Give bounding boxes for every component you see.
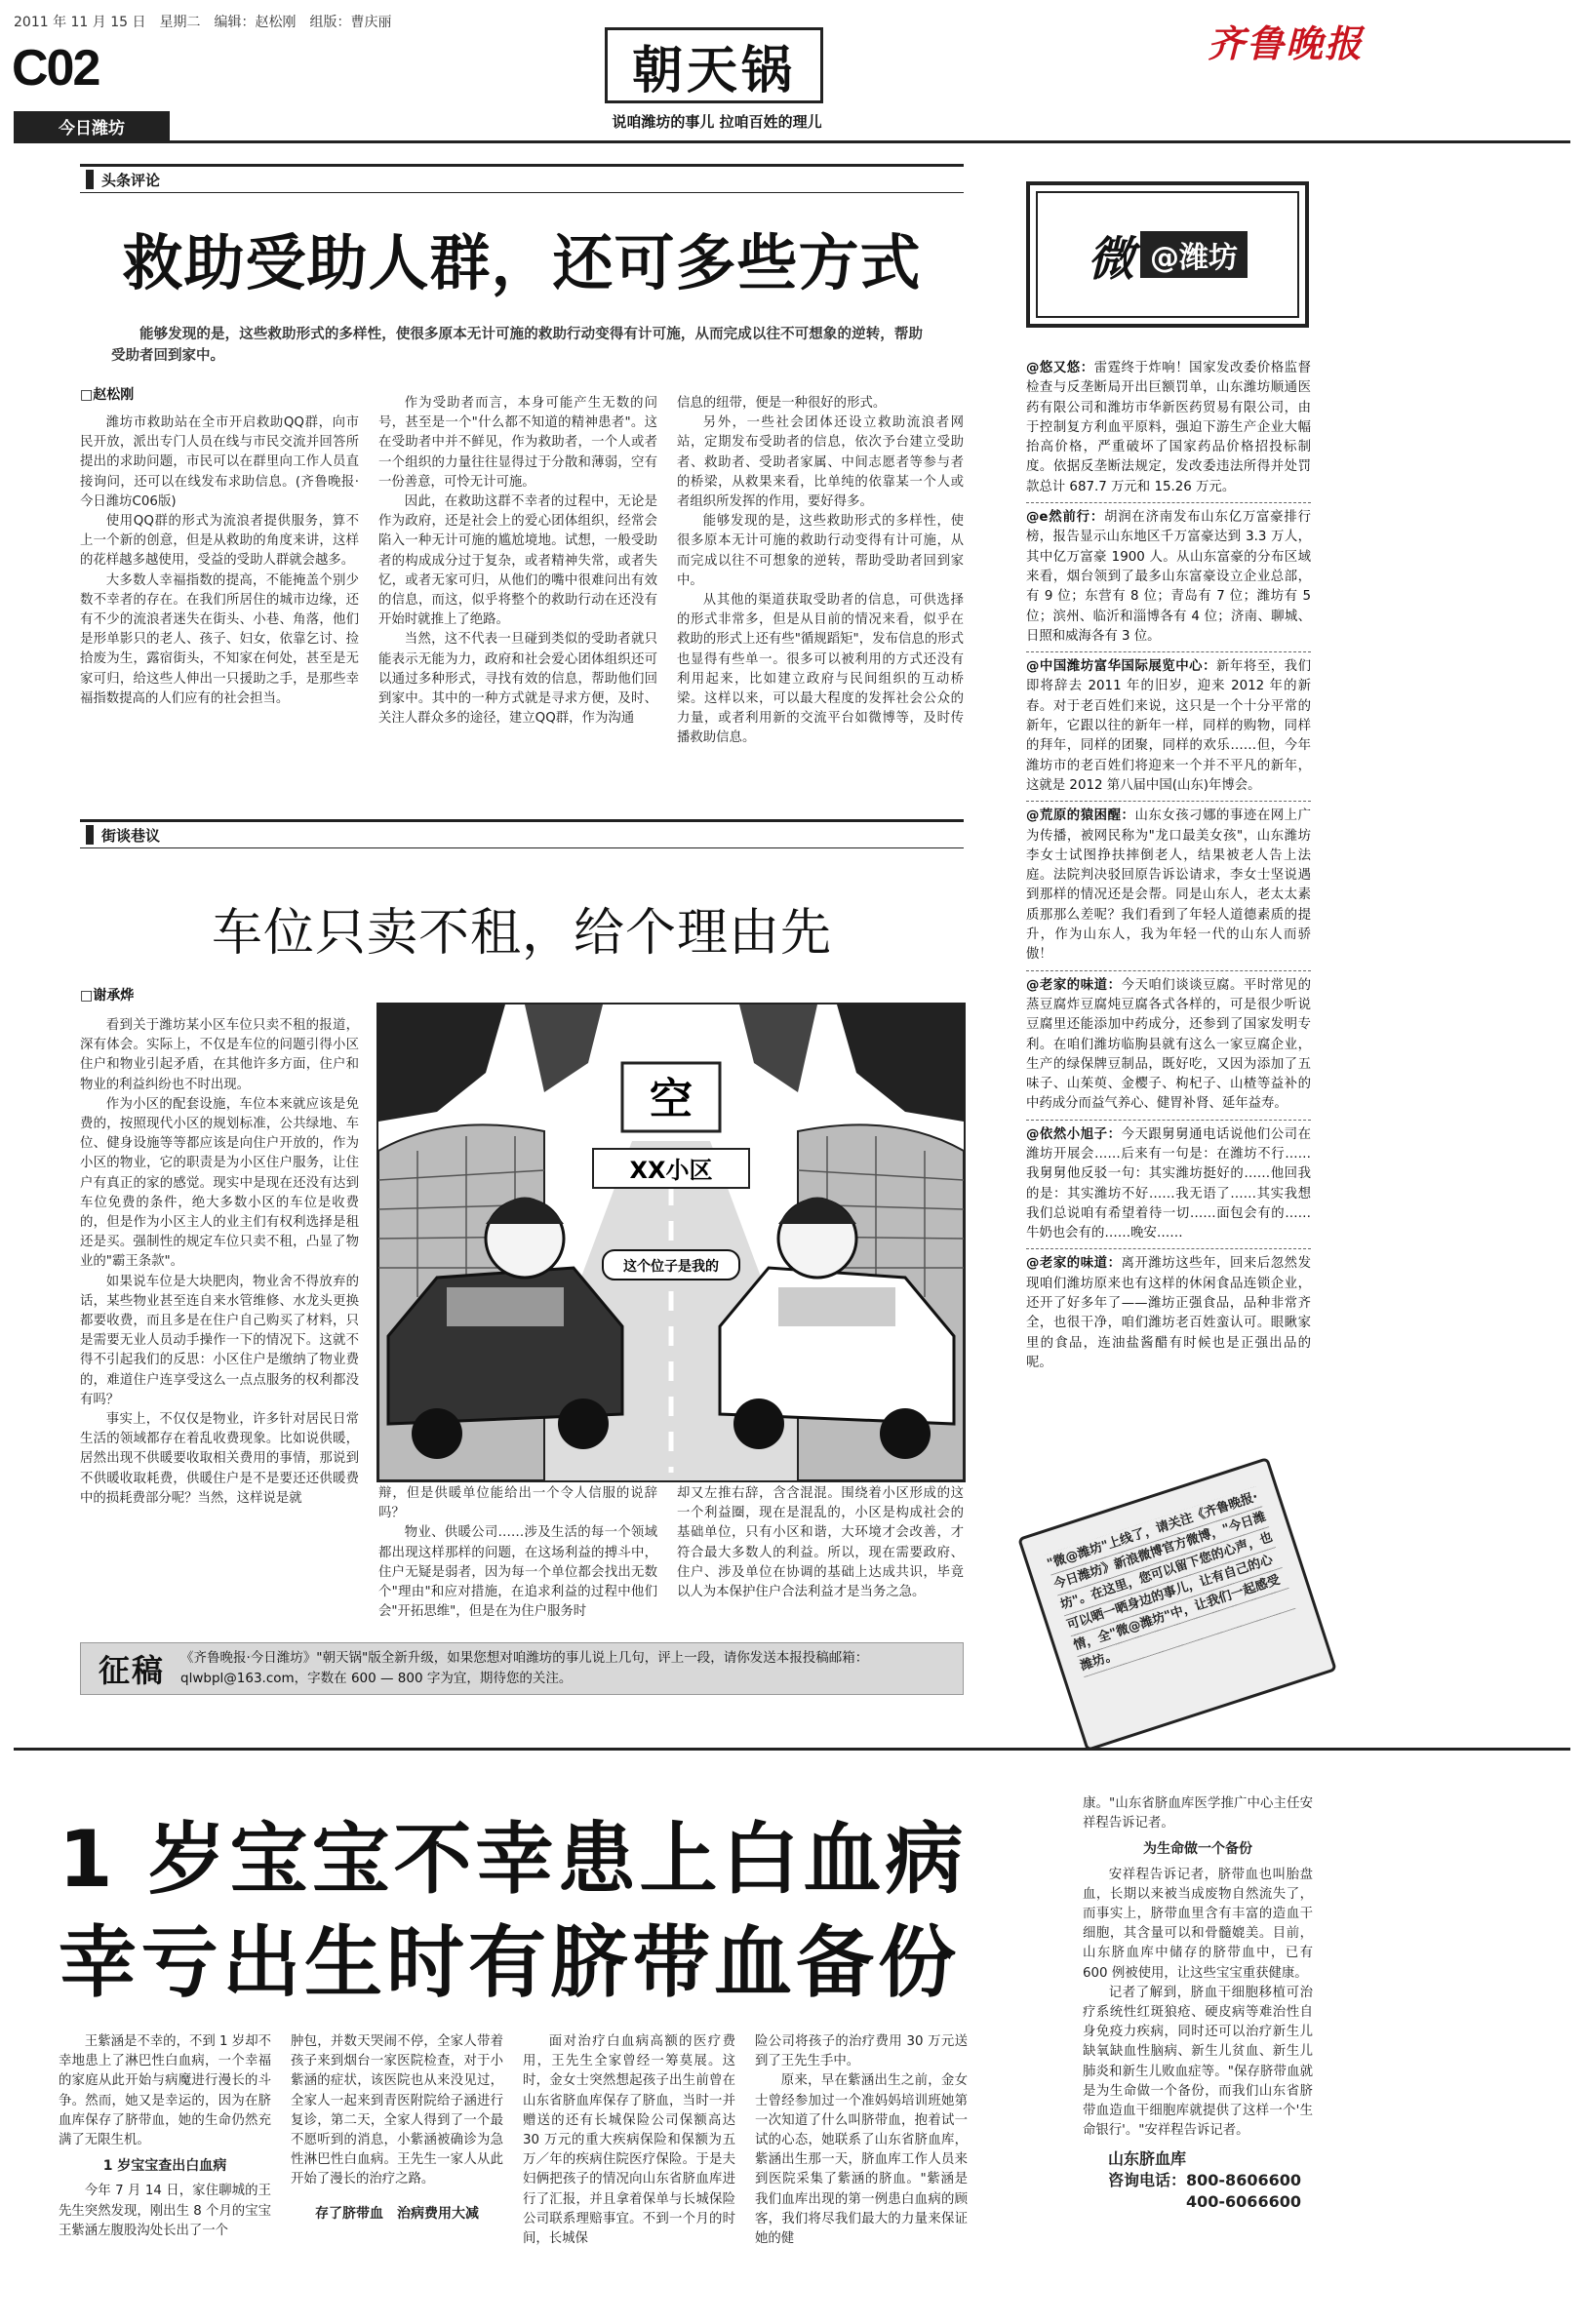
weibo-user: @悠又悠： [1026, 361, 1094, 375]
weibo-user: @荒原的猿困醒： [1026, 808, 1135, 824]
notebook-text: "微@潍坊"上线了，请关注《齐鲁晚报·今日潍坊》新浪微博官方微博，"今日潍坊"。在这里，您可以留下您的心声，也可以晒一晒身边的事儿，让有自己的心情，全"微@潍坊"中，让我们一起感受潍坊。 [1045, 1486, 1296, 1677]
paragraph: 从其他的渠道获取受助者的信息，可供选择的形式非常多，但是从目前的情况来看，似乎在救助的形式上还有些"循规蹈矩"，发布信息的形式也显得有些单一。很多可以被利用的方式还没有利用起来，比如建立政府与民间组织的互动桥梁。这样以来，可以最大程度的发挥社会公众的力量，或者利用新的交流平台如微博等，及时传播救助信息。 [677, 593, 964, 746]
lead-col-2 [378, 394, 657, 729]
lead-author: □赵松刚 [80, 387, 135, 403]
weibo-user: @依然小旭子： [1026, 1126, 1122, 1142]
weibo-badge [1026, 181, 1309, 328]
paper-logo: 齐鲁晚报 [1208, 22, 1365, 65]
divider [1026, 651, 1311, 652]
paragraph: 辩，但是供暖单位能给出一个令人信服的说辞吗？ [378, 1486, 657, 1521]
divider [1026, 970, 1311, 971]
street-col-1 [80, 1016, 359, 1509]
bottom-col-3 [523, 2032, 735, 2249]
masthead-box [605, 27, 823, 103]
bottom-subhead-1: 1 岁宝宝查出白血病 [102, 2158, 227, 2175]
paragraph: 另外，一些社会团体还设立救助流浪者网站，定期发布受助者的信息，依次予台建立受助者、救助者、受助者家属、中间志愿者等参与者的桥梁，从救果来看，比单纯的依靠某一个人或者组织所发挥的作用，要好得多。 [677, 415, 964, 510]
notebook-card [1017, 1457, 1337, 1752]
paragraph: 记者了解到，脐血干细胞移植可治疗系统性红斑狼疮、硬皮病等难治性自身免疫力疾病，同时还可以治疗新生儿缺氧缺血性脑病、新生儿贫血、新生儿肺炎和新生儿败血症等。"保存脐带血就是为生命做一个备份，而我们山东省脐带血造血干细胞库就提供了这样一个'生命银行'。"安祥程告诉记者。 [1083, 1985, 1313, 2139]
weibo-post [1026, 508, 1311, 647]
paragraph: 物业、供暖公司……涉及生活的每一个领域都出现这样那样的问题，在这场利益的搏斗中，住户无疑是弱者，因为每一个单位都会找出无数个"理由"和应对措施，在追求利益的过程中他们会"开拓思维"，但是在为住户服务时 [378, 1525, 657, 1620]
bottom-col-2 [291, 2032, 503, 2224]
cartoon-illustration [376, 1003, 966, 1482]
paragraph: 康。"山东省脐血库医学推广中心主任安祥程告诉记者。 [1083, 1796, 1313, 1832]
weibo-post [1026, 359, 1311, 497]
contact-org: 山东脐血库 [1108, 2149, 1187, 2169]
paragraph: 作为小区的配套设施，车位本来就应该是免费的，按照现代小区的规划标准，公共绿地、车位、健身设施等等都应该是向住户开放的，作为小区的物业，它的职责是为小区住户服务，让住户有真正的家的感觉。现实中是现在还没有达到车位免费的条件，绝大多数小区的车位是收费的，但是作为小区主人的业主们有权利选择是租还是买。强制性的规定车位只卖不租，凸显了物业的"霸王条款"。 [80, 1096, 359, 1270]
bottom-subhead-3: 为生命做一个备份 [1143, 1841, 1252, 1858]
masthead-title: 朝天锅 [631, 40, 796, 100]
weibo-feed [1026, 359, 1311, 1373]
cartoon-community-text: XX小区 [629, 1157, 713, 1184]
paragraph: 原来，早在紫涵出生之前，金女士曾经参加过一个准妈妈培训班她第一次知道了什么叫脐带血，抱着试一试的心态，她联系了山东省脐血库，紫涵出生那一天，脐血库工作人员来到医院采集了紫涵的脐血。"紫涵是我们血库出现的第一例患白血病的顾客，我们将尽我们最大的力量来保证她的健 [755, 2073, 968, 2247]
paragraph: 如果说车位是大块肥肉，物业舍不得放弃的话，某些物业甚至连自来水管维修、水龙头更换都要收费，而且多是在住户自己购买了材料，只是需要无业人员动手操作一下的情况下。这就不得不引起我们的反思：小区住户是缴纳了物业费的，难道住户连享受这么一点点服务的权利都没有吗？ [80, 1274, 359, 1407]
paragraph: 潍坊市救助站在全市开启救助QQ群，向市民开放，派出专门人员在线与市民交流并回答所提出的求助问题，市民可以在群里向工作人员直接询问，还可以在线发布求助信息。(齐鲁晚报·今日潍坊C06版) [80, 415, 359, 509]
street-author: □谢承烨 [80, 988, 135, 1004]
weibo-user: @老家的味道： [1026, 1256, 1122, 1272]
paragraph: 信息的纽带，便是一种很好的形式。 [677, 396, 887, 411]
divider [1026, 502, 1311, 503]
page-number: C02 [12, 40, 99, 97]
bottom-headline-2: 幸亏出生时有脐带血备份 [59, 1917, 960, 2008]
bottom-col-1 [59, 2032, 271, 2241]
tag-marker [86, 170, 94, 189]
cartoon-svg [378, 1004, 964, 1480]
weibo-user: @e然前行： [1026, 510, 1105, 526]
divider [1026, 1248, 1311, 1249]
cartoon-speech-text: 这个位子是我的 [623, 1259, 719, 1275]
street-column-label: 街谈巷议 [101, 826, 161, 845]
paragraph: 面对治疗白血病高额的医疗费用，王先生全家曾经一筹莫展。这时，金女士突然想起孩子出生前曾在山东省脐血库保存了脐血，当时一并赠送的还有长城保险公司保额高达 30 万元的重大疾病保险和保额为五万／年的疾病住院医疗保险。于是夫妇俩把孩子的情况向山东省脐血库进行了汇报，并且拿着保单与长城保险公司联系理赔事宜。不到一个月的时间，长城保 [523, 2034, 735, 2247]
contact-phone-2: 400-6066600 [1186, 2192, 1301, 2212]
divider [1026, 1120, 1311, 1121]
weibo-text: 离开潍坊这些年，回来后忽然发现咱们潍坊原来也有这样的休闲食品连锁企业，还开了好多年了——潍坊正强食品，品种非常齐全，也很干净，咱们潍坊老百姓蛮认可。眼瞅家里的食品，连油盐酱醋有时候也是正强出品的呢。 [1026, 1256, 1312, 1370]
contact-phone-row [1108, 2170, 1313, 2191]
call-text: 《齐鲁晚报·今日潍坊》"朝天锅"版全新升级，如果您想对咱潍坊的事儿说上几句，评上一段，请你发送本报投稿邮箱：qlwbpl@163.com，字数在 600 — 800 字为宜，期待您的关注。 [180, 1650, 869, 1686]
lead-headline: 救助受助人群，还可多些方式 [122, 227, 922, 298]
lead-summary: 能够发现的是，这些救助形式的多样性，使很多原本无计可施的救助行动变得有计可施，从而完成以往不可想象的逆转，帮助受助者回到家中。 [111, 327, 923, 364]
weibo-badge-prefix: 微 [1087, 231, 1134, 287]
paragraph: 安祥程告诉记者，脐带血也叫胎盘血，长期以来被当成废物自然流失了，而事实上，脐带血里含有丰富的造血干细胞，其含量可以和骨髓媲美。目前，山东脐血库中储存的脐带血中，已有 600 例被使用，让这些宝宝重获健康。 [1083, 1867, 1313, 1981]
cartoon-sign-text: 空 [650, 1075, 693, 1124]
bottom-col-5 [1083, 1794, 1313, 2213]
section-label: 今日潍坊 [59, 118, 125, 138]
weibo-post [1026, 1125, 1311, 1244]
weibo-text: 新年将至，我们即将辞去 2011 年的旧岁，迎来 2012 年的新春。对于老百姓们来说，这只是一个十分平常的新年，它跟以往的新年一样，同样的购物，同样的拜年，同样的团聚，同样的欢乐……但，今年潍坊市的老百姓们将迎来一个并不平凡的新年，这就是 2012 第八届中国(山东)年博会。 [1026, 659, 1312, 793]
street-headline: 车位只卖不租，给个理由先 [211, 904, 832, 963]
weibo-user: @中国潍坊富华国际展览中心： [1026, 659, 1217, 675]
lead-column-label: 头条评论 [101, 171, 161, 189]
paragraph: 肿包，并数天哭闹不停，全家人带着孩子来到烟台一家医院检查，对于小紫涵的症状，该医院也从来没见过，全家人一起来到青医附院给子涵进行复诊，第二天，全家人得到了一个最不愿听到的消息，小紫涵被确诊为急性淋巴性白血病。王先生一家人从此开始了漫长的治疗之路。 [291, 2034, 503, 2187]
lead-column-tag [80, 170, 160, 190]
bottom-col-4 [755, 2032, 968, 2249]
bottom-rule [14, 1748, 1570, 1751]
lead-section-bar [80, 164, 964, 193]
paragraph: 大多数人幸福指数的提高，不能掩盖个别少数不幸者的存在。在我们所居住的城市边缘，还有不少的流浪者迷失在街头、小巷、角落，他们是形单影只的老人、孩子、妇女，依靠乞讨、捡拾废为生，露宿街头，不知家在何处，甚至是无家可归，给这些人伸出一只援助之手，是那些幸福指数提高的人们应有的社会担当。 [80, 572, 359, 706]
street-col-3 [677, 1484, 964, 1602]
lead-col-3 [677, 394, 964, 749]
date-line: 2011 年 11 月 15 日 星期二 编辑：赵松刚 组版：曹庆丽 [14, 15, 392, 30]
paragraph: 能够发现的是，这些救助形式的多样性，使很多原本无计可施的救助行动变得有计可施，从而完成以往不可想象的逆转，帮助受助者回到家中。 [677, 514, 964, 588]
weibo-post [1026, 1254, 1311, 1373]
street-section-bar [80, 819, 964, 848]
weibo-text: 胡润在济南发布山东亿万富豪排行榜，报告显示山东地区千万富豪达到 3.3 万人，其中亿万富豪 1900 人。从山东富豪的分布区域来看，烟台领到了最多山东富豪设立企业总部，有 9 位；东营有 8 位；青岛有 7 位；潍坊有 5 位；滨州、临沂和淄博各有 4 位；济南、聊城、日照和威海各有 3 位。 [1026, 510, 1311, 644]
paragraph: 王紫涵是不幸的，不到 1 岁却不幸地患上了淋巴性白血病，一个幸福的家庭从此开始与病魔进行漫长的斗争。然而，她又是幸运的，因为在脐血库保存了脐带血，她的生命仍然充满了无限生机。 [59, 2034, 271, 2148]
divider [1026, 801, 1311, 802]
call-label: 征稿 [99, 1652, 166, 1689]
weibo-post [1026, 657, 1311, 796]
paragraph: 看到关于潍坊某小区车位只卖不租的报道，深有体会。实际上，不仅是车位的问题引得小区住户和物业引起矛盾，在其他许多方面，住户和物业的利益纠纷也不时出现。 [80, 1018, 359, 1092]
weibo-text: 雷霆终于炸响！国家发改委价格监督检查与反垄断局开出巨额罚单，山东潍坊顺通医药有限公司和潍坊市华新医药贸易有限公司，由于控制复方利血平原料，强迫下游生产企业大幅抬高价格，严重破坏了国家药品价格招投标制度。依据反垄断法规定，发改委违法所得并处罚款总计 687.7 万元和 15.26 万元。 [1026, 361, 1312, 494]
contact-block [1083, 2148, 1313, 2213]
contact-phone-label: 咨询电话： [1108, 2171, 1187, 2190]
weibo-post [1026, 976, 1311, 1115]
masthead-subtitle: 说咱潍坊的事儿 拉咱百姓的理儿 [612, 113, 822, 131]
call-for-contributions [80, 1642, 964, 1695]
bottom-headline-1: 1 岁宝宝不幸患上白血病 [59, 1814, 968, 1905]
weibo-post [1026, 807, 1311, 965]
weibo-user: @老家的味道： [1026, 977, 1122, 993]
paragraph: 当然，这不代表一旦碰到类似的受助者就只能表示无能为力，政府和社会爱心团体组织还可以通过多种形式，寻找有效的信息，帮助他们回到家中。其中的一种方式就是寻求方便，及时、关注人群众多的途径，建立QQ群，作为沟通 [378, 632, 657, 727]
lead-col-1 [80, 414, 359, 709]
paragraph: 今年 7 月 14 日，家住聊城的王先生突然发现，刚出生 8 个月的宝宝王紫涵左腹股沟处长出了一个 [59, 2184, 271, 2238]
header-rule [14, 140, 1570, 143]
paragraph: 作为受助者而言，本身可能产生无数的问号，甚至是一个"什么都不知道的精神患者"。这在受助者中并不鲜见，作为救助者，一个人或者一个组织的力量往往显得过于分散和薄弱，空有一份善意，可怜无计可施。 [378, 396, 657, 490]
paragraph: 因此，在救助这群不幸者的过程中，无论是作为政府，还是社会上的爱心团体组织，经常会陷入一种无计可施的尴尬境地。试想，一般受助者的构成成分过于复杂，或者精神失常，或者失忆，或者无家可归，从他们的嘴中很难问出有效的信息，而这，似乎将整个的救助行动在还没有开始时就推上了绝路。 [378, 494, 657, 628]
weibo-text: 山东女孩刁娜的事迹在网上广为传播，被网民称为"龙口最美女孩"，山东潍坊李女士试图挣扶摔倒老人，结果被老人告上法庭。法院判决驳回原告诉讼请求，李女士坚说遇到那样的情况还是会帮。同是山东人，老太太素质那那么差呢？我们看到了年轻人道德素质的提升，作为山东人，我为年轻一代的山东人而骄傲！ [1026, 808, 1312, 963]
bottom-subhead-2: 存了脐带血 治病费用大减 [315, 2205, 479, 2222]
tag-marker [86, 825, 94, 845]
paragraph: 事实上，不仅仅是物业，许多针对居民日常生活的领域都存在着乱收费现象。比如说供暖，居然出现不供暖要收取相关费用的事情，那说到不供暖收取耗费，供暖住户是不是要还还供暖费中的损耗费部分呢？当然，这样说是就 [80, 1412, 359, 1506]
notebook-page [1017, 1457, 1337, 1752]
weibo-text: 今天咱们谈谈豆腐。平时常见的蒸豆腐炸豆腐炖豆腐各式各样的，可是很少听说豆腐里还能添加中药成分，还参到了国家发明专利。在咱们潍坊临朐县就有这么一家豆腐企业，生产的绿保牌豆制品，既好吃，又因为添加了五味子、山茱萸、金樱子、枸杞子、山楂等益补的中药成分而益气养心、健胃补肾、延年益寿。 [1026, 977, 1312, 1112]
street-column-tag [80, 825, 160, 846]
weibo-badge-suffix: @潍坊 [1140, 231, 1248, 278]
section-tab [14, 111, 170, 140]
weibo-text: 今天跟舅舅通电话说他们公司在潍坊开展会……后来有一句是：在潍坊不行……我舅舅他反驳一句：其实潍坊挺好的……他回我的是：其实潍坊不好……我无语了……其实我想我们总说咱有希望着待一切……面包会有的……牛奶也会有的……晚安…… [1026, 1126, 1312, 1241]
paragraph: 却又左推右辞，含含混混。围绕着小区形成的这一个利益圈，现在是混乱的，小区是构成社会的基础单位，只有小区和谐，大环境才会改善，才符合最大多数人的利益。所以，现在需要政府、住户、涉及单位在协调的基础上达成共识，毕竟以人为本保护住户合法利益才是当务之急。 [677, 1486, 964, 1600]
weibo-badge-inner [1036, 191, 1299, 318]
paragraph: 使用QQ群的形式为流浪者提供服务，算不上一个新的创意，但是从救助的角度来讲，这样的花样越多越使用，受益的受助人群就会越多。 [80, 514, 359, 569]
street-col-2 [378, 1484, 657, 1622]
paragraph: 险公司将孩子的治疗费用 30 万元送到了王先生手中。 [755, 2034, 968, 2069]
contact-phone-1: 800-8606600 [1186, 2171, 1301, 2190]
